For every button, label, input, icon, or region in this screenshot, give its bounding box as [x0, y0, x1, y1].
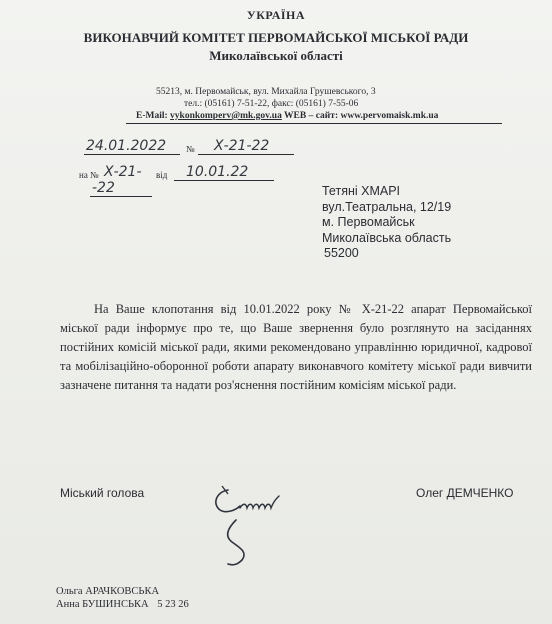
executor-phone: 5 23 26	[157, 598, 189, 610]
header-address: 55213, м. Первомайськ, вул. Михайла Грушевського, 3	[156, 87, 376, 97]
in-reply-date: 10.01.22	[186, 164, 249, 180]
header-committee: ВИКОНАВЧИЙ КОМІТЕТ ПЕРВОМАЙСЬКОЇ МІСЬКОЇ РАДИ	[83, 30, 469, 45]
executors-block	[56, 586, 189, 611]
handwritten-signature-icon	[206, 482, 306, 568]
recipient-street: вул.Театральна, 12/19	[322, 199, 452, 214]
recipient-block	[322, 184, 451, 262]
web-link[interactable]: www.pervomaisk.mk.ua	[340, 111, 439, 121]
recipient-region: Миколаївська область	[322, 230, 452, 245]
body-paragraph: На Ваше клопотання від 10.01.2022 року № Х-21-22 апарат Первомайської міської ради інформує про те, що Ваше звернення було розглянуто на засіданнях постійних комісій міської ради, якими рекомендовано управлінню юридичної, кадрової та мобілізаційно-оборонної роботи апарату виконавчого комітету міської ради вивчити зазначене питання та надати роз'яснення постійним комісіям міської ради.	[60, 302, 532, 392]
recipient-city: м. Первомайськ	[322, 215, 415, 229]
executor-2-line	[56, 599, 189, 612]
registration-number-label: №	[186, 144, 195, 154]
recipient-name: Тетяні ХМАРІ	[322, 184, 401, 198]
signature-name: Олег ДЕМЧЕНКО	[416, 486, 514, 500]
email-link[interactable]: vykonkomperv@mk.gov.ua	[170, 111, 282, 121]
in-reply-date-underline	[174, 180, 274, 181]
executor-2: Анна БУШИНСЬКА	[56, 598, 149, 610]
executor-1: Ольга АРАЧКОВСЬКА	[56, 586, 160, 597]
web-label: WEB – сайт:	[284, 111, 339, 121]
registration-date: 24.01.2022	[86, 138, 167, 154]
in-reply-number-part2: -22	[92, 180, 115, 196]
in-reply-label: на №	[79, 170, 99, 180]
header-contacts	[136, 111, 438, 121]
number-underline	[198, 154, 294, 155]
email-label: E-Mail:	[136, 111, 168, 121]
in-reply-number-underline	[90, 196, 152, 197]
registration-number: Х-21-22	[214, 138, 270, 154]
header-divider	[126, 123, 502, 124]
in-reply-number-part1: Х-21-	[104, 164, 142, 180]
recipient-postcode: 55200	[324, 246, 359, 260]
from-label: від	[156, 170, 168, 180]
letter-body	[60, 300, 532, 395]
signature-position: Міський голова	[60, 486, 145, 500]
date-underline	[84, 154, 180, 155]
header-phone: тел.: (05161) 7-51-22, факс: (05161) 7-55-06	[184, 99, 359, 109]
header-country: УКРАЇНА	[246, 8, 306, 22]
header-region: Миколаївської області	[209, 48, 343, 63]
